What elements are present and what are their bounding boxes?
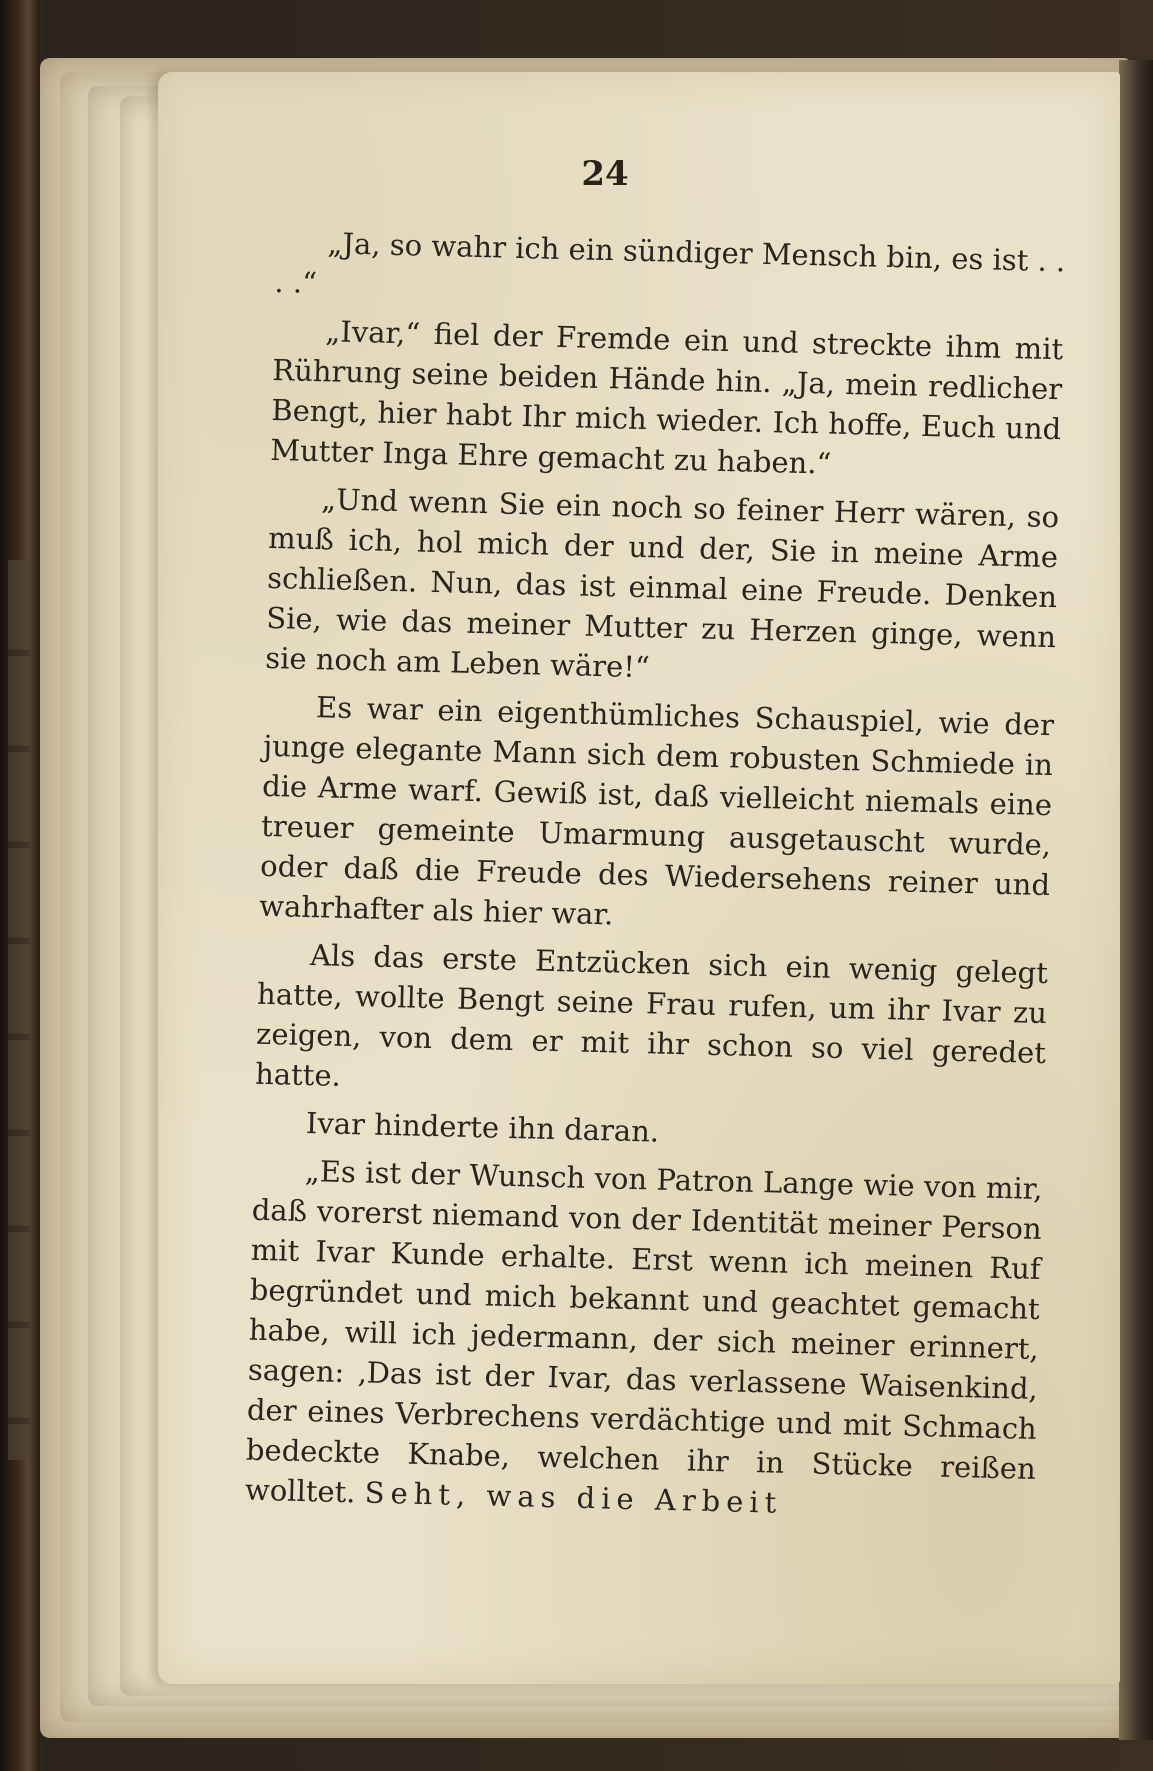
paragraph: Ivar hinderte ihn daran. xyxy=(305,1106,660,1149)
paragraph: Es war ein eigenthümliches Schauspiel, wie der junge elegante Mann sich dem robusten Schmiede in die Arme warf. Gewiß ist, daß vielleicht niemals eine treuer gemeinte Umarmung ausgetauscht wurde, oder daß die Freude des Wiedersehens reiner und wahrhafter als hier war. xyxy=(258,690,1055,932)
paragraph xyxy=(245,1150,1044,1529)
page-text xyxy=(244,222,1065,1537)
paragraph: „Ja, so wahr ich ein sündiger Mensch bin, es ist . . . .“ xyxy=(274,226,1066,301)
page-number: 24 xyxy=(581,154,629,194)
spaced-emphasis: Seht, was die Arbeit xyxy=(364,1475,783,1520)
book-right-edge xyxy=(1119,60,1153,1740)
paragraph: Als das erste Entzücken sich ein wenig gelegt hatte, wollte Bengt seine Frau rufen, um ihr Ivar zu zeigen, von dem er mit ihr schon so viel geredet hatte. xyxy=(254,938,1049,1093)
paragraph: „Ivar,“ fiel der Fremde ein und streckte ihm mit Rührung seine beiden Hände hin. „Ja, mein redlicher Bengt, hier habt Ihr mich wieder. Ich hoffe, Euch und Mutter Inga Ehre gemacht zu haben.“ xyxy=(270,314,1064,481)
book-binding xyxy=(0,0,40,1771)
book-page xyxy=(158,72,1120,1684)
paragraph: „Und wenn Sie ein noch so feiner Herr wären, so muß ich, hol mich der und der, Sie in meine Arme schließen. Nun, das ist einmal eine Freude. Denken Sie, wie das meiner Mutter zu Herzen ginge, wenn sie noch am Leben wäre!“ xyxy=(264,482,1060,685)
paragraph-text: „Es ist der Wunsch von Patron Lange wie von mir, daß vorerst niemand von der Identität meiner Person mit Ivar Kunde erhalte. Erst wenn ich meinen Ruf begründet und mich bekannt und geachtet gemacht habe, will ich jedermann, der sich meiner erinnert, sagen: ‚Das ist der Ivar, das verlassene Waisenkind, der eines Verbrechens verdächtige und mit Schmach bedeckte Knabe, welchen ihr in Stücke reißen wolltet. xyxy=(244,1153,1044,1510)
